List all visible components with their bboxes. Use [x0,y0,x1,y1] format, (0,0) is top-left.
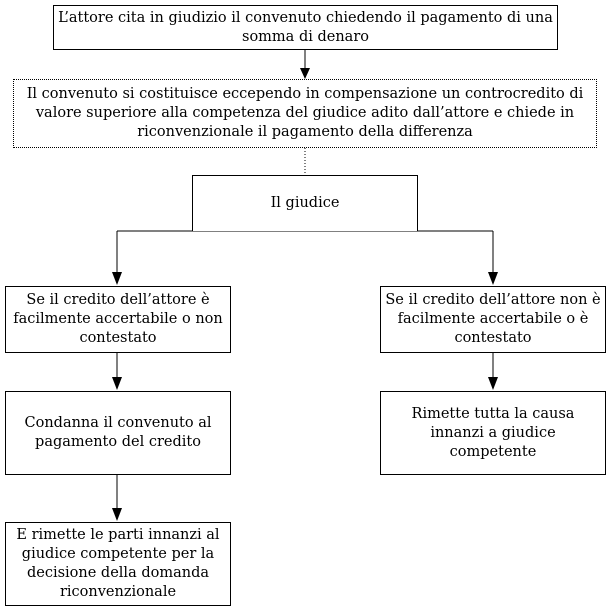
node-citation-line-2: somma di denaro [242,28,369,45]
node-refer-whole-case-line-1: Rimette tutta la causa [411,405,575,422]
node-judge-label: Il giudice [270,195,340,211]
node-counterclaim-line-3: riconvenzionale il pagamento della differenza [137,124,473,140]
arrowhead-n3-n4 [112,272,122,285]
node-credit-contested-line-2: facilmente accertabile o è [397,311,589,327]
arrowhead-n6-n8 [112,508,122,521]
arrowhead-n3-n5 [488,272,498,285]
node-credit-contested-line-1: Se il credito dell’attore non è [385,292,601,308]
arrowhead-n1-n2 [300,68,310,79]
node-condemn-defendant-line-1: Condanna il convenuto al [24,415,212,431]
node-credit-uncontested-line-3: contestato [79,330,157,346]
node-refer-whole-case-line-3: competente [449,443,537,460]
node-refer-counterclaim [5,522,231,606]
node-credit-uncontested-line-2: facilmente accertabile o non [13,311,223,327]
node-refer-counterclaim-line-1: E rimette le parti innanzi al [16,527,220,543]
node-refer-whole-case [380,391,606,475]
node-refer-whole-case-line-2: innanzi a giudice [430,424,556,441]
node-counterclaim-line-1: Il convenuto si costituisce eccependo in compensazione un controcredito di [26,86,584,102]
node-refer-counterclaim-line-2: giudice competente per la [21,546,215,562]
node-citation [53,5,558,50]
node-citation-line-1: L’attore cita in giudizio il convenuto chiedendo il pagamento di una [58,9,553,26]
node-credit-contested-line-3: contestato [454,330,532,346]
arrowhead-n4-n6 [112,377,122,390]
node-condemn-defendant-line-2: pagamento del credito [35,434,201,450]
node-credit-contested [380,286,606,353]
node-counterclaim-line-2: valore superiore alla competenza del giudice adito dall’attore e chiede in [35,105,575,121]
node-judge [192,175,418,231]
node-condemn-defendant [5,391,231,475]
node-counterclaim [13,79,597,148]
node-refer-counterclaim-line-4: riconvenzionale [59,584,177,600]
node-credit-uncontested [5,286,231,353]
node-refer-counterclaim-line-3: decisione della domanda [26,565,209,581]
node-credit-uncontested-line-1: Se il credito dell’attore è [26,292,210,308]
arrowhead-n5-n7 [488,377,498,390]
